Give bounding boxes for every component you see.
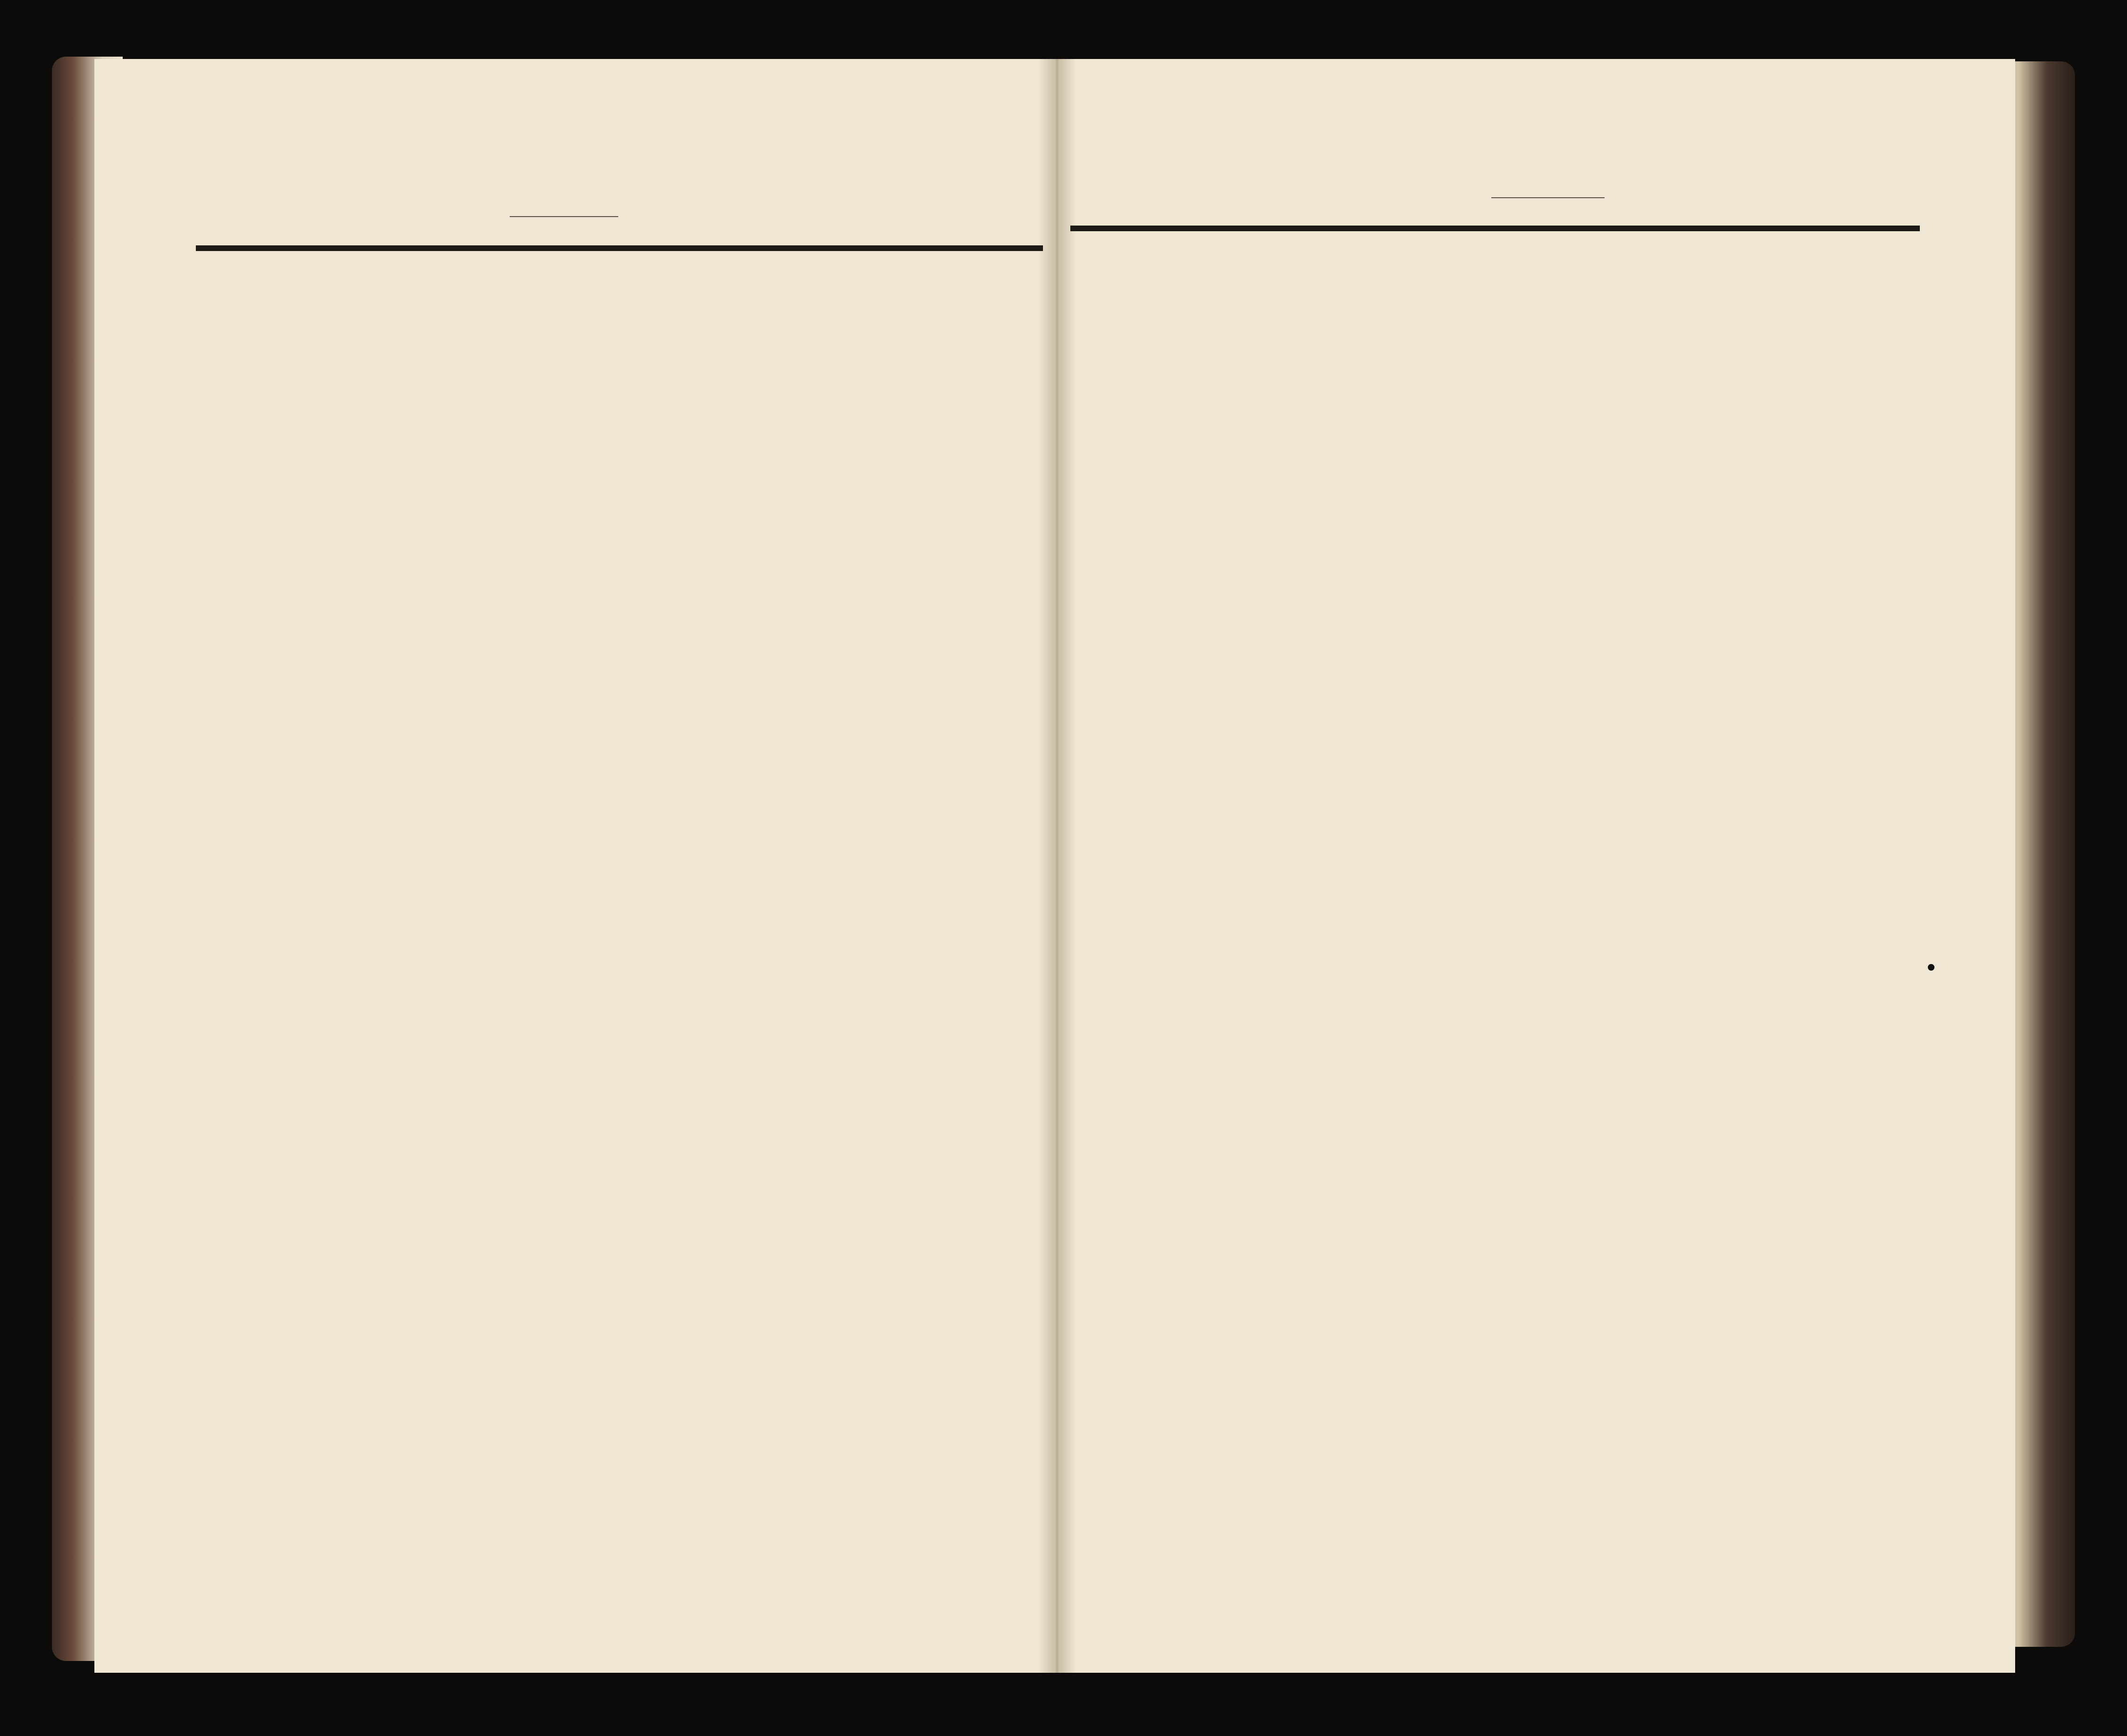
right-page-number-rule	[1491, 197, 1605, 198]
disease-header	[840, 288, 878, 392]
left-top-rule	[196, 245, 1043, 251]
left-page-number-rule	[510, 216, 618, 217]
ink-spot	[1928, 964, 1934, 971]
january-header	[908, 293, 932, 392]
book-gutter	[1038, 59, 1076, 1673]
right-page	[1057, 59, 2015, 1673]
right-top-rule	[1070, 226, 1920, 231]
february-header	[979, 293, 1003, 392]
